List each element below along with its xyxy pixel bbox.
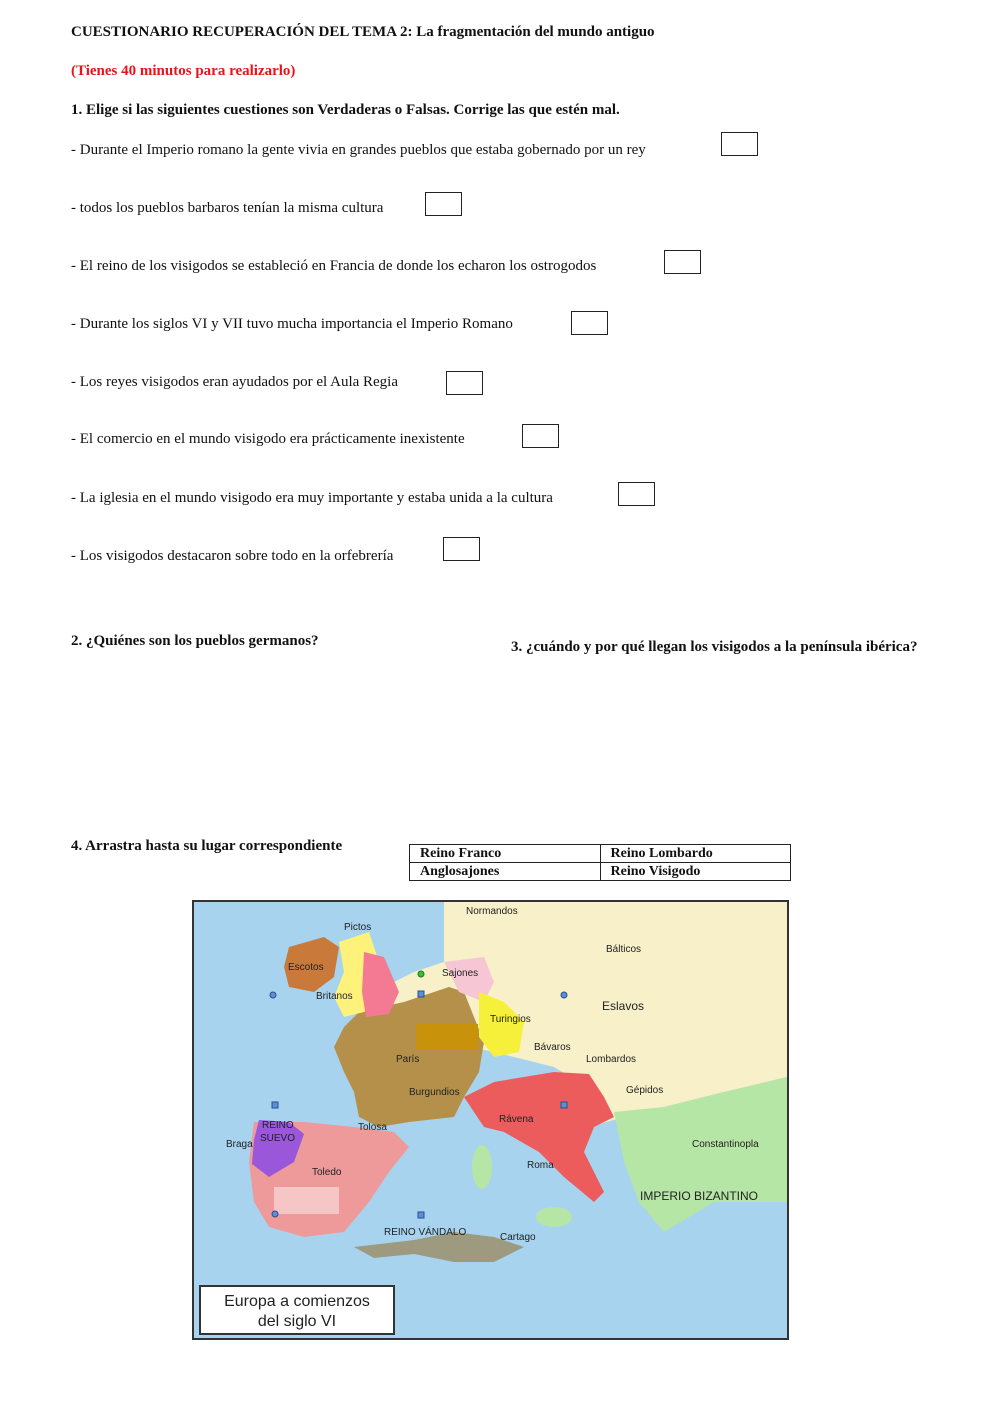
statement-1: - Durante el Imperio romano la gente vivia en grandes pueblos que estaba gobernado por un rey (71, 142, 646, 158)
answer-box-7[interactable] (618, 482, 655, 506)
map-caption-line-1: Europa a comienzos (224, 1293, 370, 1310)
map-label-burgundios: Burgundios (409, 1087, 460, 1098)
question-4-prompt: 4. Arrastra hasta su lugar correspondiente (71, 838, 343, 854)
map-label-reino-suevo-2: SUEVO (260, 1133, 296, 1144)
handle-dot[interactable] (272, 1211, 278, 1217)
answer-box-6[interactable] (522, 424, 559, 448)
statement-3: - El reino de los visigodos se estableció en Francia de donde los echaron los ostrogodos (71, 258, 597, 274)
handle-square[interactable] (418, 1212, 424, 1218)
map-label-sajones: Sajones (442, 968, 479, 979)
statement-8: - Los visigodos destacaron sobre todo en la orfebrería (71, 548, 394, 564)
drop-zone-francia[interactable] (416, 1024, 478, 1050)
rotate-handle[interactable] (418, 971, 424, 977)
statement-6: - El comercio en el mundo visigodo era prácticamente inexistente (71, 431, 465, 447)
drag-option-anglosajones[interactable]: Anglosajones (410, 863, 601, 881)
drag-option-reino-lombardo[interactable]: Reino Lombardo (600, 845, 791, 863)
map-label-bavaros: Bávaros (534, 1042, 571, 1053)
island-sardinia (472, 1145, 492, 1189)
map-label-pictos: Pictos (344, 922, 372, 933)
map-label-turingios: Turingios (490, 1014, 531, 1025)
drag-option-reino-visigodo[interactable]: Reino Visigodo (600, 863, 791, 881)
map-label-reino-vandalo: REINO VÁNDALO (384, 1227, 467, 1238)
handle-square[interactable] (272, 1102, 278, 1108)
map-label-paris: París (396, 1054, 420, 1065)
map-label-imperio-bizantino: IMPERIO BIZANTINO (640, 1189, 759, 1203)
answer-box-4[interactable] (571, 311, 608, 335)
map-label-reino-suevo-1: REINO (262, 1120, 294, 1131)
statement-7: - La iglesia en el mundo visigodo era muy importante y estaba unida a la cultura (71, 490, 553, 506)
time-note: (Tienes 40 minutos para realizarlo) (71, 63, 296, 79)
page-title: CUESTIONARIO RECUPERACIÓN DEL TEMA 2: La fragmentación del mundo antiguo (71, 24, 655, 40)
map-label-constantinopla: Constantinopla (692, 1139, 759, 1150)
question-1-prompt: 1. Elige si las siguientes cuestiones son Verdaderas o Falsas. Corrige las que estén mal. (71, 102, 620, 118)
handle-square[interactable] (418, 991, 424, 997)
map-label-eslavos: Eslavos (602, 999, 645, 1013)
answer-box-5[interactable] (446, 371, 483, 395)
map-label-ravena: Rávena (499, 1114, 534, 1125)
map-label-cartago: Cartago (500, 1232, 536, 1243)
answer-box-3[interactable] (664, 250, 701, 274)
map-label-normandos: Normandos (466, 906, 518, 917)
statement-4: - Durante los siglos VI y VII tuvo mucha importancia el Imperio Romano (71, 316, 513, 332)
handle-dot[interactable] (561, 992, 567, 998)
island-sicily (536, 1207, 572, 1227)
map-label-braga: Braga (226, 1139, 253, 1150)
drag-options-table (409, 844, 791, 881)
map-label-escotos: Escotos (288, 962, 324, 973)
map-label-lombardos: Lombardos (586, 1054, 637, 1065)
map-label-gepidos: Gépidos (626, 1085, 664, 1096)
question-2-prompt: 2. ¿Quiénes son los pueblos germanos? (71, 633, 319, 649)
drop-zone-hispania[interactable] (274, 1187, 339, 1214)
drag-option-reino-franco[interactable]: Reino Franco (410, 845, 601, 863)
answer-box-2[interactable] (425, 192, 462, 216)
map-label-balticos: Bálticos (606, 944, 642, 955)
question-3-prompt: 3. ¿cuándo y por qué llegan los visigodos a la península ibérica? (511, 639, 918, 655)
map-caption-line-2: del siglo VI (257, 1313, 337, 1330)
map-label-toledo: Toledo (312, 1167, 342, 1178)
map-label-roma: Roma (527, 1160, 554, 1171)
map-label-tolosa: Tolosa (358, 1122, 387, 1133)
statement-5: - Los reyes visigodos eran ayudados por el Aula Regia (71, 374, 399, 390)
answer-box-8[interactable] (443, 537, 480, 561)
europe-map (192, 900, 789, 1340)
map-label-britanos: Britanos (316, 991, 353, 1002)
handle-square[interactable] (561, 1102, 567, 1108)
handle-dot[interactable] (270, 992, 276, 998)
statement-2: - todos los pueblos barbaros tenían la misma cultura (71, 200, 384, 216)
answer-box-1[interactable] (721, 132, 758, 156)
